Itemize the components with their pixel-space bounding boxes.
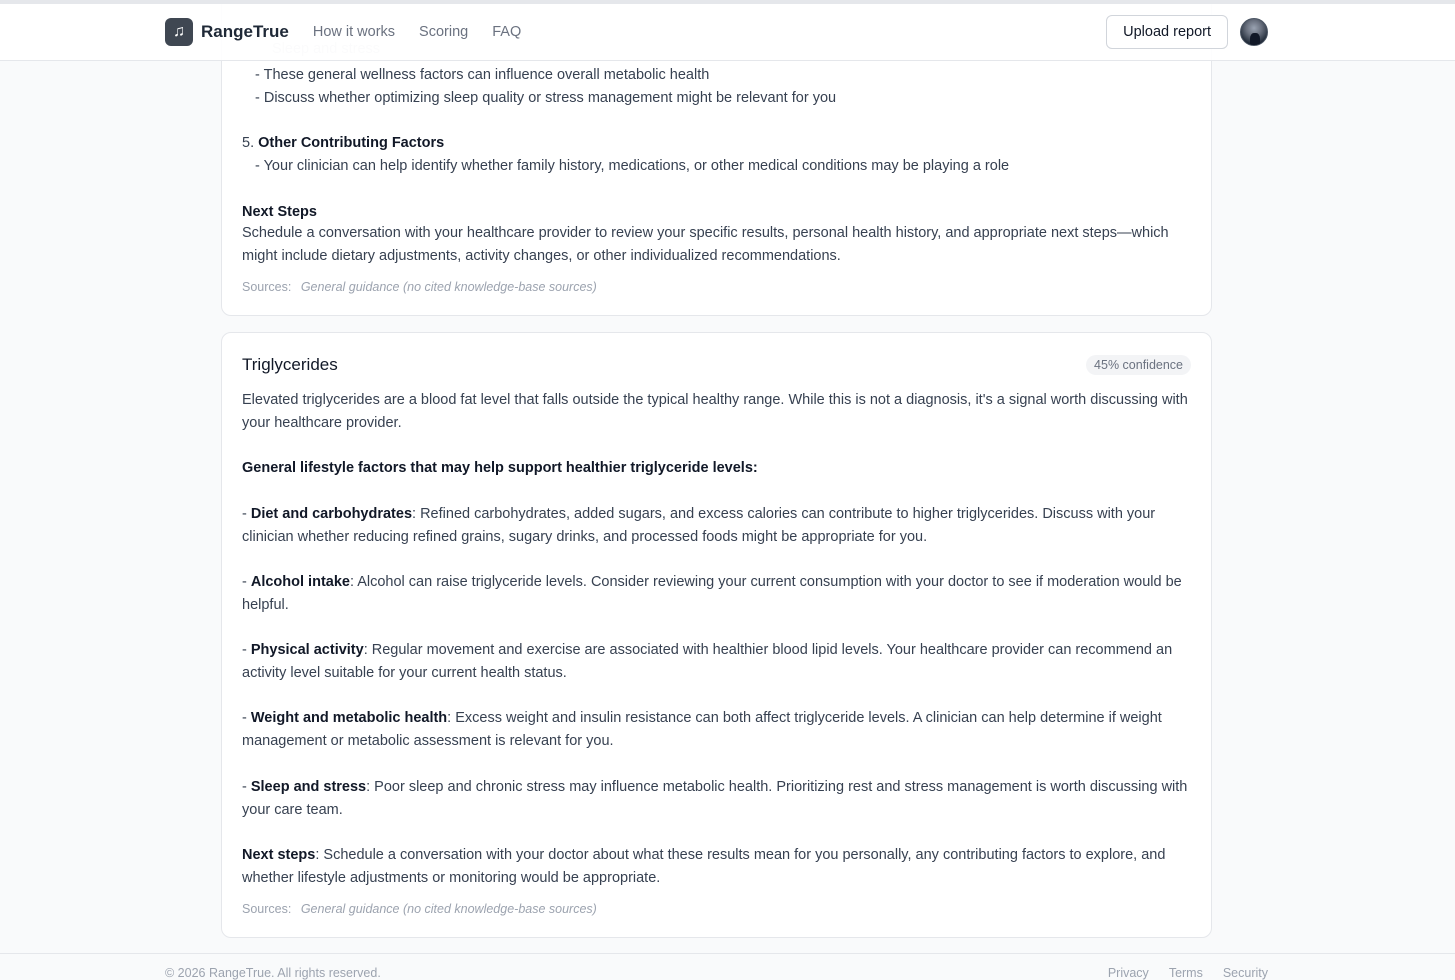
- card-title: Triglycerides: [242, 355, 338, 374]
- nav-faq[interactable]: FAQ: [492, 24, 522, 40]
- factor-title: Sleep and stress: [250, 779, 367, 795]
- upload-report-button[interactable]: Upload report: [1106, 15, 1228, 49]
- factor-item: - Physical activity: Regular movement and exercise are associated with healthier blood lipid levels. Your healthcare provider can recommend an activity level suitable for your current health status.: [242, 642, 1173, 681]
- footer: [0, 953, 1455, 980]
- factor-title: Weight and metabolic health: [250, 710, 448, 726]
- next-steps-text: Schedule a conversation with your healthcare provider to review your specific results, personal health history, and appropriate next steps—which might include dietary adjustments, activity changes, or other individualized recommendations.: [242, 225, 1169, 264]
- result-card-triglycerides: [221, 332, 1212, 938]
- footer-links: [1108, 966, 1268, 980]
- intro-text: Elevated triglycerides are a blood fat level that falls outside the typical healthy range. While this is not a diagnosis, it's a signal worth discussing with your healthcare provider.: [242, 392, 1188, 431]
- factor-text: : Excess weight and insulin resistance can both affect triglyceride levels. A clinician can help determine if weight management or metabolic assessment is relevant for you.: [242, 710, 1162, 749]
- next-steps-title: Next steps: [242, 847, 316, 863]
- bullet-line: - Discuss whether optimizing sleep quality or stress management might be relevant for you: [255, 90, 837, 106]
- main-nav: [313, 24, 521, 40]
- copyright: © 2026 RangeTrue. All rights reserved.: [165, 966, 381, 980]
- avatar[interactable]: [1240, 18, 1268, 46]
- music-note-icon[interactable]: ♫: [165, 18, 193, 46]
- top-navbar: [0, 0, 1455, 61]
- brand-name[interactable]: RangeTrue: [201, 22, 289, 41]
- factor-item: - Sleep and stress: Poor sleep and chronic stress may influence metabolic health. Prioritizing rest and stress management is worth discussing with your care team.: [242, 779, 1188, 818]
- item-number: 5.: [242, 135, 255, 151]
- sources-label: Sources:: [242, 280, 292, 294]
- factor-item: - Alcohol intake: Alcohol can raise triglyceride levels. Consider reviewing your current consumption with your doctor to see if moderation would be helpful.: [242, 574, 1182, 613]
- sources-value: General guidance (no cited knowledge-base sources): [300, 902, 597, 916]
- factor-title: Physical activity: [250, 642, 364, 658]
- nav-scoring[interactable]: Scoring: [419, 24, 469, 40]
- factor-text: : Alcohol can raise triglyceride levels. Consider reviewing your current consumption with your doctor to see if moderation would be helpful.: [242, 574, 1182, 613]
- footer-link-terms[interactable]: Terms: [1168, 966, 1203, 980]
- nav-how-it-works[interactable]: How it works: [312, 24, 396, 40]
- footer-link-security[interactable]: Security: [1222, 966, 1268, 980]
- sources-row: [242, 902, 597, 916]
- factors-heading: General lifestyle factors that may help support healthier triglyceride levels:: [242, 460, 758, 476]
- sources-row: [242, 280, 597, 294]
- footer-link-privacy[interactable]: Privacy: [1107, 966, 1149, 980]
- sources-value: General guidance (no cited knowledge-base sources): [300, 280, 597, 294]
- item-title: Other Contributing Factors: [258, 135, 445, 151]
- factor-title: Alcohol intake: [250, 574, 350, 590]
- factor-item: - Weight and metabolic health: Excess weight and insulin resistance can both affect triglyceride levels. A clinician can help determine if weight management or metabolic assessment is relevant for you.: [242, 710, 1162, 749]
- bullet-line: - These general wellness factors can influence overall metabolic health: [255, 67, 710, 83]
- next-steps-text: Next steps: Schedule a conversation with your doctor about what these results mean for you personally, any contributing factors to explore, and whether lifestyle adjustments or monitoring would be appropriate.: [242, 847, 1166, 886]
- bullet-line: - Your clinician can help identify whether family history, medications, or other medical conditions may be playing a role: [255, 158, 1010, 174]
- factor-item: - Diet and carbohydrates: Refined carbohydrates, added sugars, and excess calories can contribute to higher triglycerides. Discuss with your clinician whether reducing refined grains, sugary drinks, and processed foods might be appropriate for you.: [242, 506, 1156, 545]
- numbered-item: [242, 132, 444, 154]
- factor-text: : Regular movement and exercise are associated with healthier blood lipid levels. Your healthcare provider can recommend an activity level suitable for your current health status.: [242, 642, 1173, 681]
- sources-label: Sources:: [242, 902, 292, 916]
- next-steps-heading: Next Steps: [242, 204, 317, 220]
- confidence-badge: 45% confidence: [1086, 355, 1191, 375]
- factor-title: Diet and carbohydrates: [250, 506, 413, 522]
- factor-text: : Refined carbohydrates, added sugars, and excess calories can contribute to higher triglycerides. Discuss with your clinician whether reducing refined grains, sugary drinks, and processed foods might be appropriate for you.: [242, 506, 1156, 545]
- factor-text: : Poor sleep and chronic stress may influence metabolic health. Prioritizing rest and stress management is worth discussing with your care team.: [242, 779, 1188, 818]
